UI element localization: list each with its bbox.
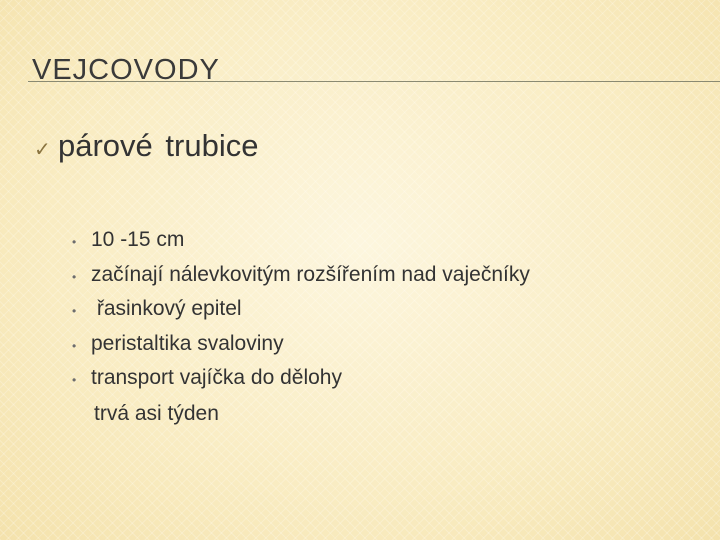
bullet-dot-icon: • (72, 373, 77, 387)
main-bullet (34, 128, 258, 164)
bullet-dot-icon: • (72, 304, 77, 318)
list-item-text: peristaltika svaloviny (91, 331, 284, 355)
list-item-text: řasinkový epitel (91, 297, 242, 320)
list-item (72, 228, 530, 263)
continuation-text: trvá asi týden (94, 402, 219, 425)
main-bullet-text: párové trubice (58, 128, 259, 163)
bullet-dot-icon: • (72, 269, 77, 284)
bullet-dot-icon: • (72, 235, 77, 249)
list-item (72, 297, 530, 332)
list-item (72, 332, 530, 367)
list-item-text: začínají nálevkovitým rozšířením nad vaječníky (91, 262, 530, 286)
list-item (72, 263, 530, 298)
sub-bullet-list (72, 228, 530, 401)
list-item-text: transport vajíčka do dělohy (91, 366, 342, 389)
list-item (72, 366, 530, 401)
list-item-text: 10 -15 cm (91, 228, 185, 251)
slide-title: VEJCOVODY (32, 54, 220, 86)
bullet-dot-icon: • (72, 338, 77, 353)
title-underline (28, 81, 720, 82)
checkmark-icon: ✓ (34, 139, 51, 161)
